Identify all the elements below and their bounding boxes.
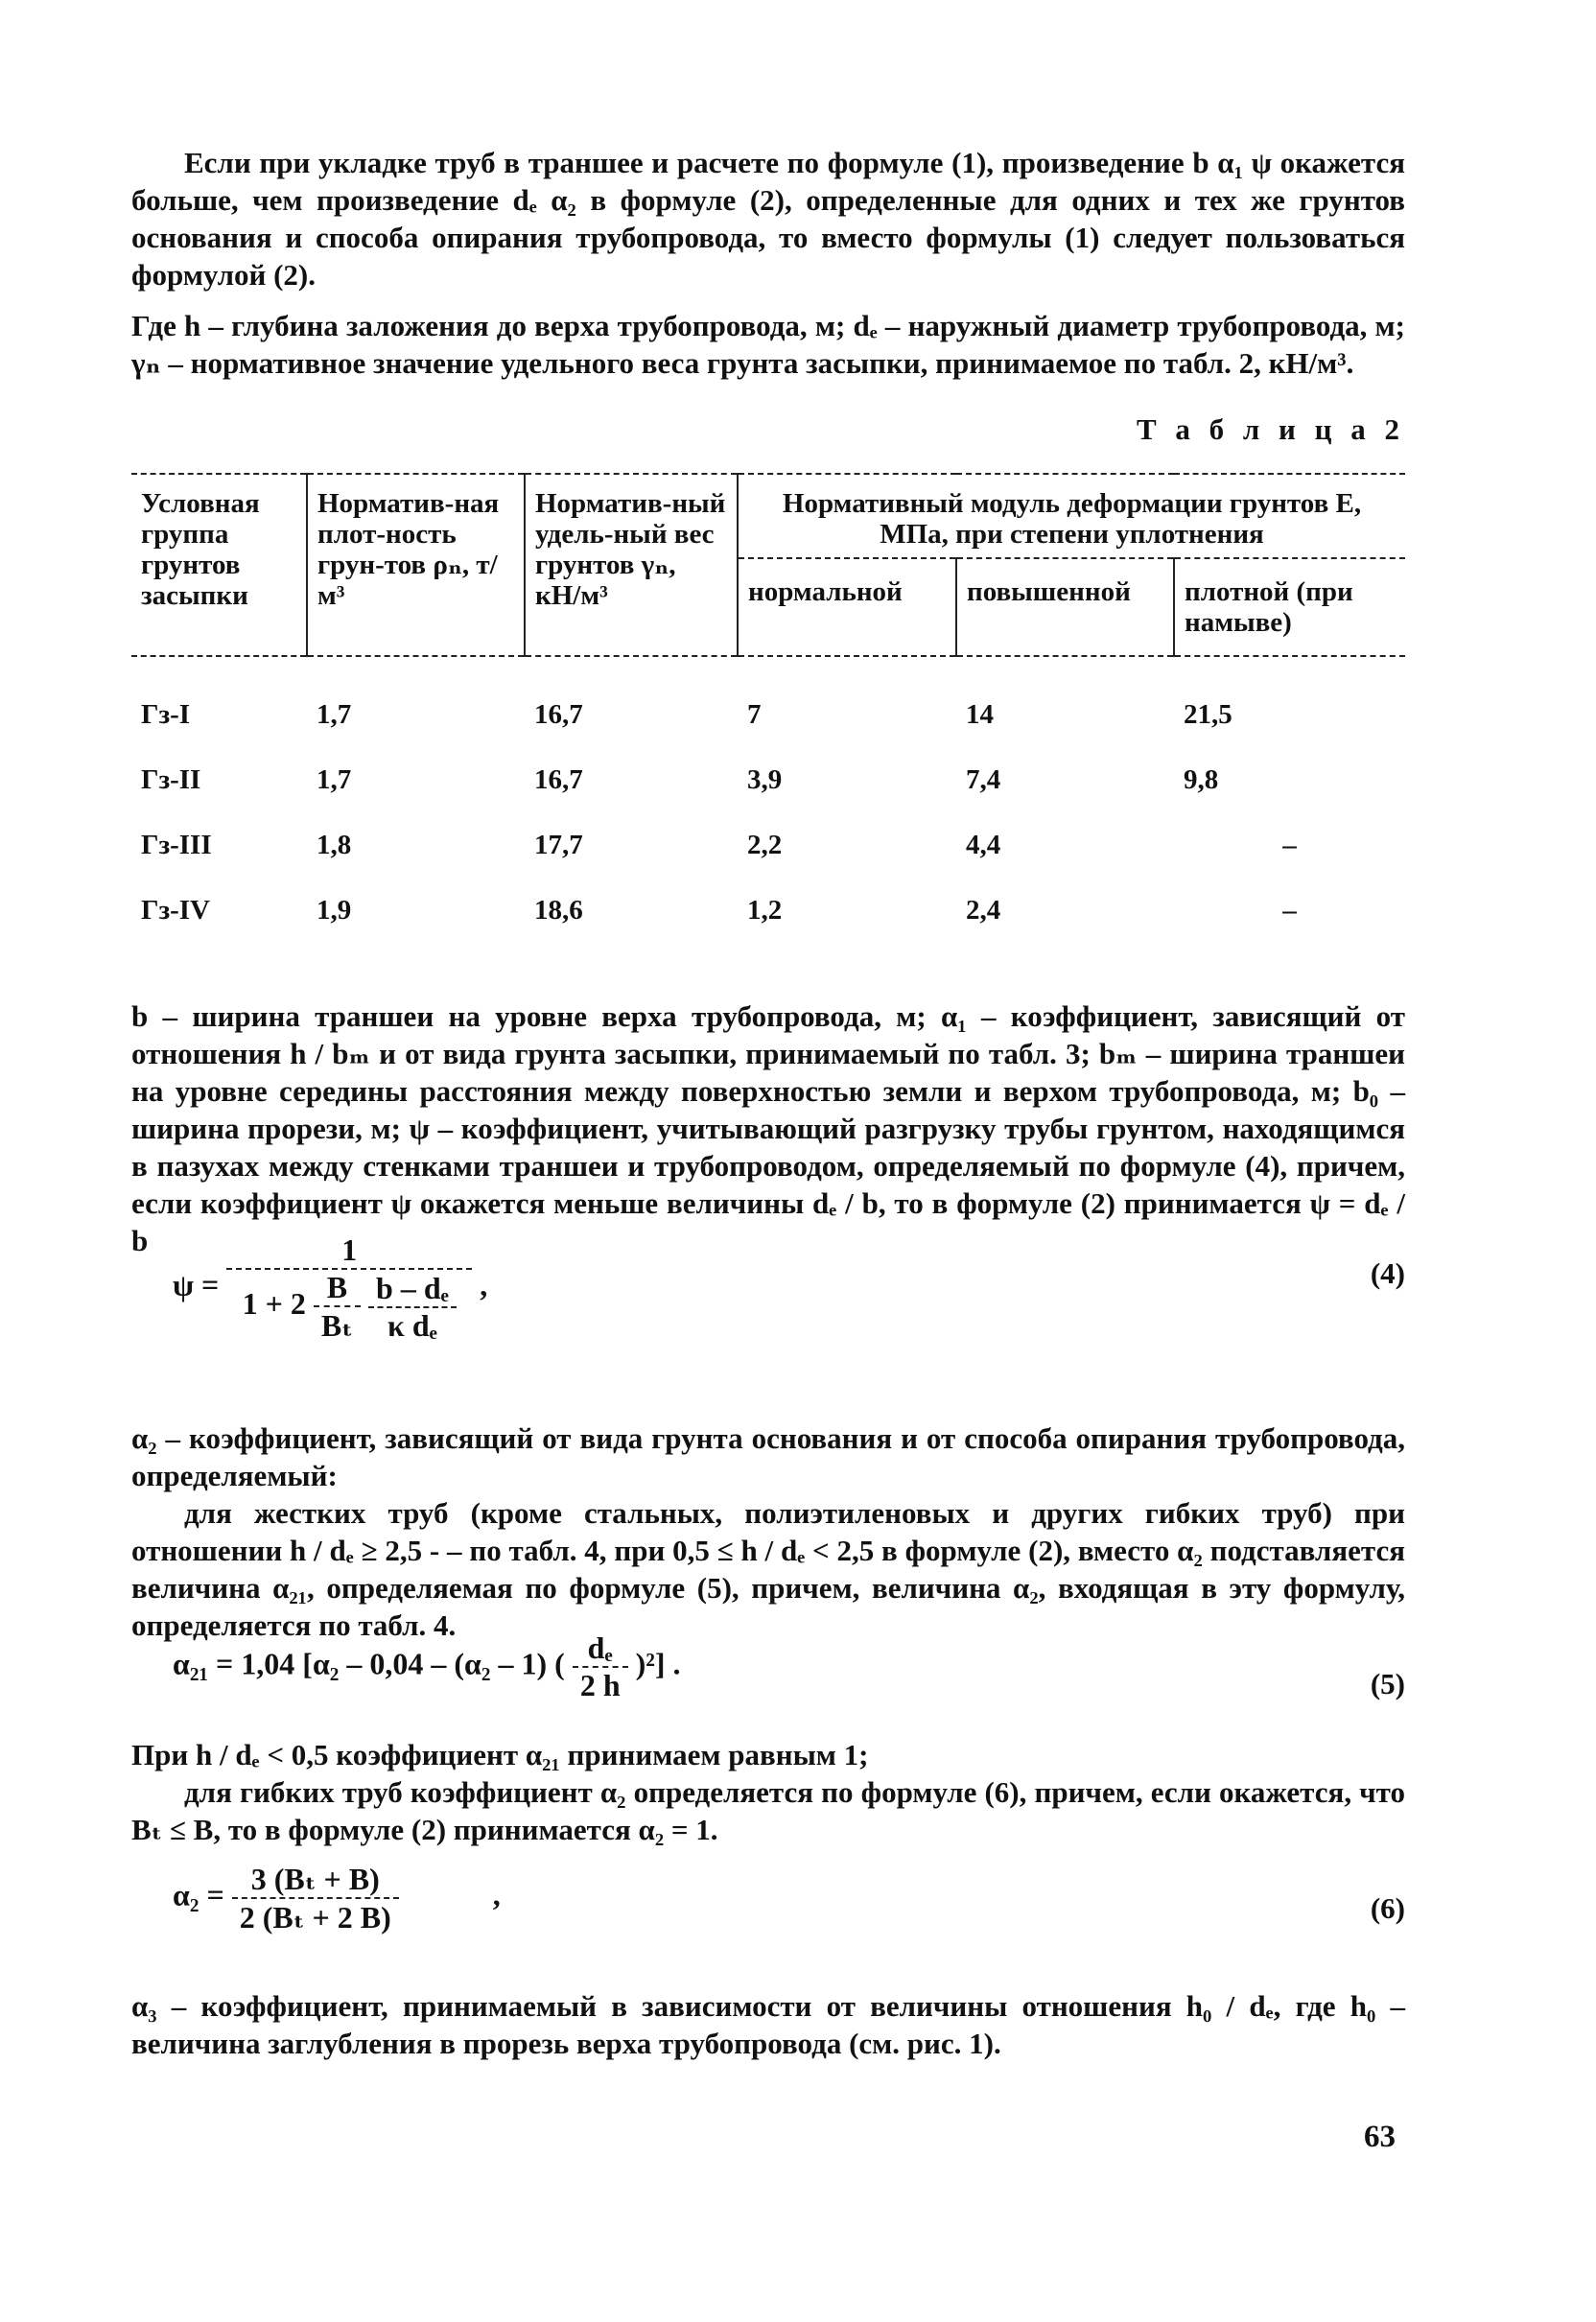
equation-number-6: (6) [1370,1891,1405,1925]
formula-4-inner-frac-2 [368,1271,457,1344]
formula-4-frac1-num: B [326,1270,348,1304]
table-cell: 17,7 [534,830,583,860]
table-cell: – [1282,830,1297,860]
header-weight: Норматив-ный удель-ный вес грунтов γₙ, кН/м³ [525,474,738,656]
table-cell: 1,9 [317,895,352,926]
table-cell: 1,7 [317,764,352,795]
formula-6-tail: , [492,1877,501,1912]
table-cell: Гз-II [141,764,201,795]
table-cell: Гз-I [131,656,307,747]
table-cell: 3,9 [747,764,783,795]
table-cell: 1,2 [747,895,783,926]
formula-4-lhs: ψ = [173,1267,220,1302]
formula-6-fraction [232,1861,399,1935]
formula-5-frac-den: 2 h [573,1666,628,1703]
table-cell: 21,5 [1174,656,1405,747]
formula-4-tail: , [480,1267,488,1302]
formula-6-denominator: 2 (Bₜ + 2 B) [232,1897,399,1935]
table-cell: – [1282,895,1297,926]
header-modulus: Нормативный модуль деформации грунтов E, МПа, при степени уплотнения [738,474,1405,558]
formula-5-frac-num: dₑ [587,1630,613,1665]
formula-5 [173,1630,681,1703]
soil-properties-table [131,473,1405,943]
table-cell: 18,6 [534,895,583,926]
table-cell: 9,8 [1184,764,1219,795]
table-cell: 2,4 [966,895,1001,926]
formula-6-lhs: α₂ = [173,1877,224,1912]
table-cell: 7 [738,656,956,747]
equation-number-4: (4) [1370,1256,1405,1290]
formula-4-denominator [226,1268,472,1344]
table-cell: Гз-IV [141,895,210,926]
table-cell: 16,7 [534,764,583,795]
table-cell: 1,7 [307,656,525,747]
formula-4-frac2-den: κ dₑ [368,1306,457,1344]
header-group: Условная группа грунтов засыпки [131,474,307,656]
table-cell: 14 [956,656,1174,747]
paragraph-trench-definitions: b – ширина траншеи на уровне верха трубопровода, м; α₁ – коэффициент, зависящий от отношения h / bₘ и от вида грунта засыпки, принимаемый по табл. 3; bₘ – ширина траншеи на уровне середины расстояния между поверхностью земли и верхом трубопровода, м; b₀ – ширина прорези, м; ψ – коэффициент, учитывающий разгрузку трубы грунтом, находящимся в пазухах между стенками траншеи и трубопроводом, определяемый по формуле (4), причем, если коэффициент ψ окажется меньше величины dₑ / b, то в формуле (2) принимается ψ = dₑ / b [131,999,1405,1257]
table-cell: Гз-III [141,830,212,860]
header-increased: повышенной [956,558,1174,656]
page-number: 63 [1364,2120,1396,2154]
table-cell: 1,8 [317,830,352,860]
header-density: Норматив-ная плот-ность грун-тов ρₙ, т/м³ [307,474,525,656]
paragraph-rigid-pipes: для жестких труб (кроме стальных, полиэтиленовых и других гибких труб) при отношении h / dₑ ≥ 2,5 - – по табл. 4, при 0,5 ≤ h / dₑ < 2,5 в формуле (2), вместо α₂ подставляется величина α₂₁, определяемая по формуле (5), причем, величина α₂, входящая в эту формулу, определяется по табл. 4. [131,1496,1405,1642]
formula-6-numerator: 3 (Bₜ + B) [250,1862,380,1896]
formula-6 [173,1861,501,1935]
formula-4 [173,1232,487,1344]
formula-5-fraction [573,1630,628,1703]
table-cell: 7,4 [966,764,1001,795]
formula-4-fraction [226,1232,472,1344]
paragraph-alpha3: α₃ – коэффициент, принимаемый в зависимости от величины отношения h₀ / dₑ, где h₀ – величина заглубления в прорезь верха трубопровода (см. рис. 1). [131,1989,1405,2060]
paragraph-ratio-condition: При h / dₑ < 0,5 коэффициент α₂₁ принимаем равным 1; [131,1738,869,1771]
formula-4-frac2-num: b – dₑ [376,1270,449,1305]
formula-5-rhs: )²] . [635,1646,681,1681]
header-dense: плотной (при намыве) [1174,558,1405,656]
table-cell: 2,2 [747,830,783,860]
paragraph-flexible-pipes: для гибких труб коэффициент α₂ определяется по формуле (6), причем, если окажется, что Bₜ ≤ B, то в формуле (2) принимается α₂ = 1. [131,1775,1405,1846]
table-title: Т а б л и ц а 2 [1136,412,1405,446]
equation-number-5: (5) [1370,1667,1405,1700]
paragraph-definitions-h: Где h – глубина заложения до верха трубопровода, м; dₑ – наружный диаметр трубопровода, м; γₙ – нормативное значение удельного веса грунта засыпки, принимаемое по табл. 2, кН/м³. [131,309,1405,380]
table-cell: 4,4 [966,830,1001,860]
table-cell: 16,7 [525,656,738,747]
formula-4-numerator: 1 [341,1232,358,1267]
formula-4-frac1-den: Bₜ [314,1305,361,1344]
header-normal: нормальной [738,558,956,656]
formula-5-lhs: α₂₁ = 1,04 [α₂ – 0,04 – (α₂ – 1) ( [173,1646,565,1681]
formula-4-inner-frac-1 [314,1270,361,1344]
paragraph-alpha2: α₂ – коэффициент, зависящий от вида грунта основания и от способа опирания трубопровода, определяемый: [131,1421,1405,1492]
formula-4-den-prefix: 1 + 2 [242,1285,306,1321]
paragraph-formula-choice: Если при укладке труб в траншее и расчете по формуле (1), произведение b α₁ ψ окажется больше, чем произведение dₑ α₂ в формуле (2), определенные для одних и тех же грунтов основания и способа опирания трубопровода, то вместо формулы (1) следует пользоваться формулой (2). [131,146,1405,292]
